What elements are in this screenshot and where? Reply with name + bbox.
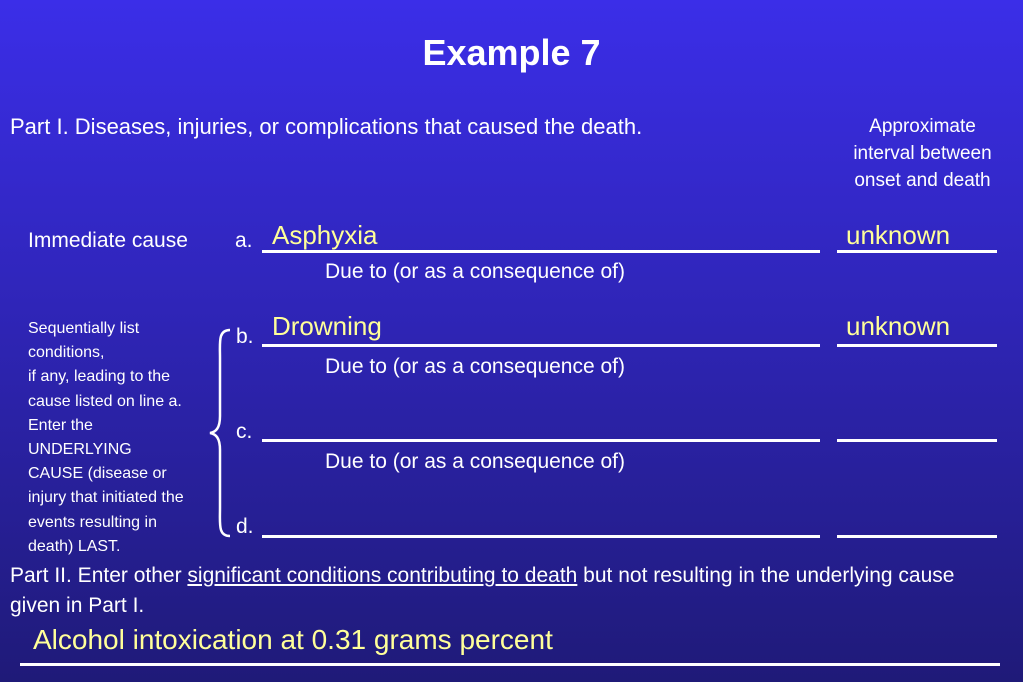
side-note-line: injury that initiated the [28, 489, 184, 507]
side-note-line: conditions, [28, 344, 105, 362]
interval-header-line1: Approximate [869, 116, 976, 137]
side-note-line: CAUSE (disease or [28, 465, 167, 483]
side-note-line: cause listed on line a. [28, 392, 182, 410]
part2-text-after: but not resulting in the underlying cause given in Part I. [10, 564, 955, 617]
interval-header [830, 113, 1015, 194]
line-a-interval: unknown [846, 220, 951, 250]
side-note-line: events resulting in [28, 513, 157, 531]
sequential-instructions [28, 317, 228, 559]
side-note-line: Sequentially list [28, 320, 140, 337]
part2-text-before: Part II. Enter other [10, 564, 188, 587]
line-d-interval-rule [837, 535, 997, 538]
line-b-interval-rule [837, 344, 997, 347]
line-c-cause-rule [262, 439, 820, 442]
line-c-letter: c. [236, 420, 253, 443]
line-d-letter: d. [236, 515, 254, 538]
line-b-cause: Drowning [272, 311, 382, 341]
immediate-cause-label: Immediate cause [28, 229, 188, 252]
due-to-2: Due to (or as a consequence of) [325, 355, 626, 378]
line-a-interval-rule [837, 250, 997, 253]
due-to-3: Due to (or as a consequence of) [325, 450, 626, 473]
line-b-interval: unknown [846, 311, 951, 341]
interval-header-line3: onset and death [854, 170, 991, 191]
line-a-letter: a. [235, 229, 253, 252]
curly-brace [206, 328, 236, 538]
part2-underlined: significant conditions contributing to death [187, 564, 578, 587]
side-note-line: death) LAST. [28, 537, 121, 555]
line-c-interval-rule [837, 439, 997, 442]
side-note-line: UNDERLYING [28, 441, 132, 459]
part2-answer: Alcohol intoxication at 0.31 grams percent [33, 624, 553, 655]
line-a-cause: Asphyxia [272, 220, 378, 250]
page-title: Example 7 [422, 32, 601, 73]
part2-answer-rule [20, 663, 1000, 666]
side-note-line: if any, leading to the [28, 368, 171, 386]
line-b-letter: b. [236, 325, 254, 348]
interval-header-line2: interval between [853, 143, 992, 164]
due-to-1: Due to (or as a consequence of) [325, 260, 626, 283]
part1-heading: Part I. Diseases, injuries, or complications that caused the death. [10, 114, 643, 139]
part2-instructions [10, 561, 1010, 621]
line-d-cause-rule [262, 535, 820, 538]
line-a-cause-rule [262, 250, 820, 253]
side-note-line: Enter the [28, 416, 93, 434]
line-b-cause-rule [262, 344, 820, 347]
